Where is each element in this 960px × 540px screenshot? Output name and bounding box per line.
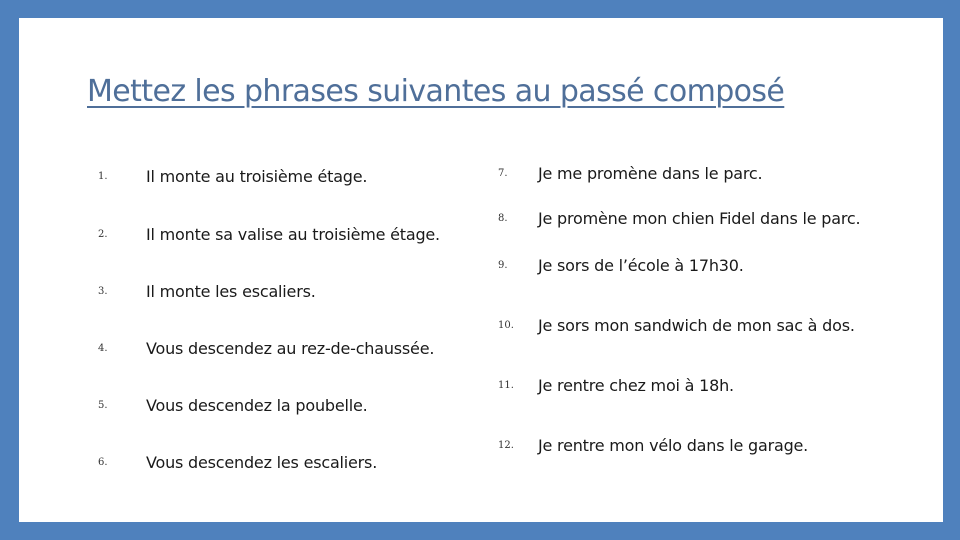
item-number: 4. bbox=[98, 343, 108, 354]
item-text: Je sors mon sandwich de mon sac à dos. bbox=[538, 316, 855, 335]
item-number: 9. bbox=[498, 260, 508, 271]
item-number: 6. bbox=[98, 457, 108, 468]
item-text: Il monte au troisième étage. bbox=[146, 167, 368, 186]
item-number: 2. bbox=[98, 229, 108, 240]
item-text: Vous descendez au rez-de-chaussée. bbox=[146, 339, 435, 358]
item-text: Il monte sa valise au troisième étage. bbox=[146, 225, 440, 244]
item-text: Je sors de l’école à 17h30. bbox=[538, 256, 744, 275]
item-text: Je promène mon chien Fidel dans le parc. bbox=[538, 209, 861, 228]
item-number: 11. bbox=[498, 380, 514, 391]
item-text: Je me promène dans le parc. bbox=[538, 164, 763, 183]
item-text: Je rentre chez moi à 18h. bbox=[538, 376, 734, 395]
item-text: Je rentre mon vélo dans le garage. bbox=[538, 436, 809, 455]
slide-title: Mettez les phrases suivantes au passé composé bbox=[87, 74, 785, 109]
item-number: 1. bbox=[98, 171, 108, 182]
item-number: 10. bbox=[498, 320, 514, 331]
item-number: 12. bbox=[498, 440, 514, 451]
item-text: Vous descendez la poubelle. bbox=[146, 396, 368, 415]
item-number: 7. bbox=[498, 168, 508, 179]
item-number: 3. bbox=[98, 286, 108, 297]
item-number: 5. bbox=[98, 400, 108, 411]
item-text: Vous descendez les escaliers. bbox=[146, 453, 378, 472]
item-text: Il monte les escaliers. bbox=[146, 282, 316, 301]
item-number: 8. bbox=[498, 213, 508, 224]
